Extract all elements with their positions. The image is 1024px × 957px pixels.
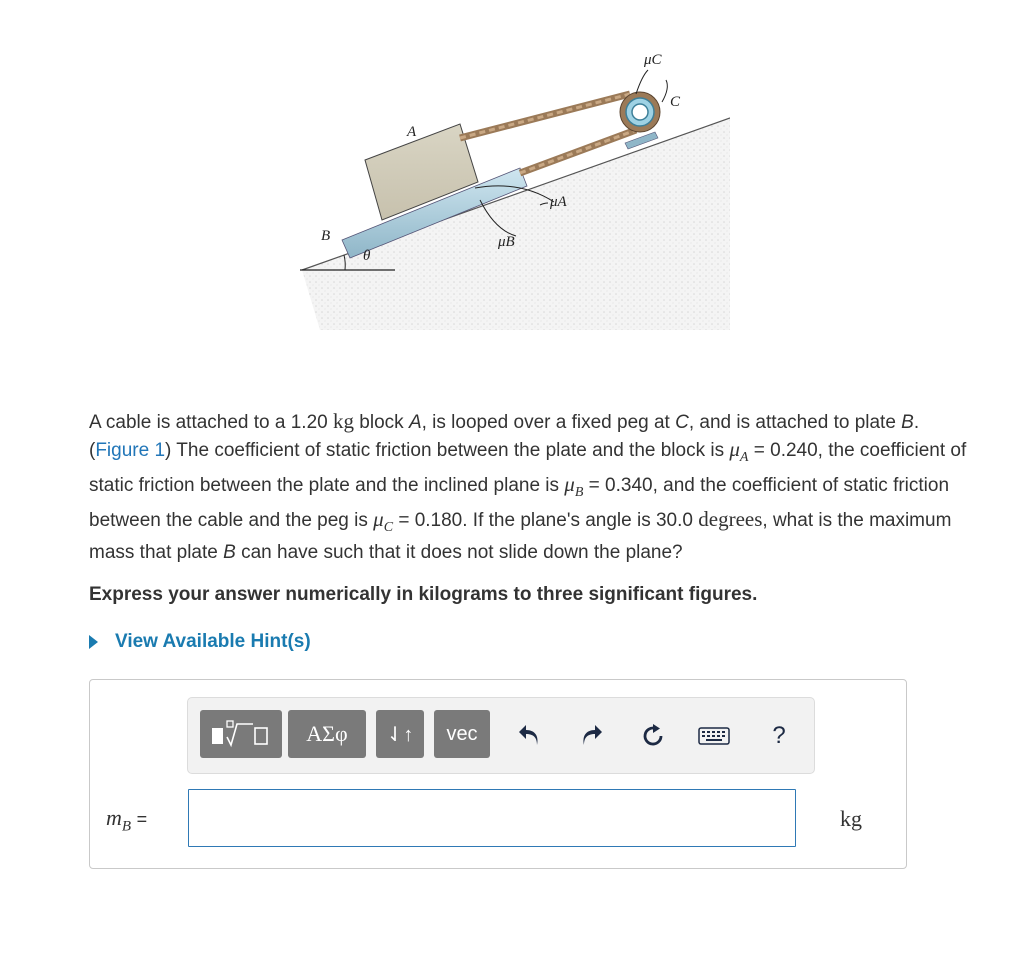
arrows-button[interactable]: ⇃↑ bbox=[376, 710, 424, 758]
view-hints-toggle[interactable] bbox=[89, 631, 311, 653]
templates-button[interactable] bbox=[200, 710, 282, 758]
redo-icon bbox=[580, 725, 604, 747]
answer-variable-label: $m_B$ = bbox=[106, 805, 148, 835]
problem-figure bbox=[290, 40, 730, 330]
label-peg-c: C bbox=[670, 94, 681, 110]
label-mu-c: μC bbox=[644, 52, 662, 68]
incline-ground bbox=[302, 118, 730, 330]
label-block-a: A bbox=[407, 124, 417, 140]
problem-statement: A cable is attached to a 1.20 kg block A, is looped over a fixed peg at C, and is attached to plate B.(Figure 1) The coefficient of static friction between the plate and the block is $\mu_A = 0.240$, the coefficient of static friction between the plate and the inclined plane is $\mu_B = 0.340$, and the coefficient of static friction between the cable and the peg is $\mu_C = 0.180$. If the plane's angle is 30.0 degrees, what is the maximum mass that plate B can have such that it does not slide down the plane? bbox=[89, 409, 967, 564]
incline-diagram bbox=[290, 40, 730, 330]
label-mu-a: μA bbox=[550, 194, 567, 210]
math-toolbar bbox=[187, 697, 815, 774]
answer-unit: kg bbox=[840, 806, 862, 831]
keyboard-button[interactable] bbox=[698, 720, 730, 752]
label-theta: θ bbox=[363, 248, 371, 264]
undo-icon bbox=[517, 725, 541, 747]
answer-instruction: Express your answer numerically in kilograms to three significant figures. bbox=[89, 584, 758, 605]
help-button[interactable]: ? bbox=[772, 722, 786, 749]
view-hints-label: View Available Hint(s) bbox=[115, 631, 311, 652]
label-plate-b: B bbox=[321, 228, 331, 244]
label-mu-b: μB bbox=[498, 234, 515, 250]
keyboard-icon bbox=[698, 726, 730, 746]
reset-icon bbox=[640, 723, 666, 749]
vector-button[interactable]: vec bbox=[434, 710, 490, 758]
greek-symbols-button[interactable]: ΑΣφ bbox=[288, 710, 366, 758]
answer-panel bbox=[89, 679, 907, 869]
expand-triangle-icon bbox=[89, 635, 98, 649]
undo-button[interactable] bbox=[513, 720, 545, 752]
figure-link[interactable]: Figure 1 bbox=[95, 440, 166, 461]
cable-upper bbox=[460, 94, 630, 138]
fraction-root-icon bbox=[209, 719, 273, 749]
reset-button[interactable] bbox=[637, 720, 669, 752]
redo-button[interactable] bbox=[576, 720, 608, 752]
answer-input[interactable] bbox=[188, 789, 796, 847]
